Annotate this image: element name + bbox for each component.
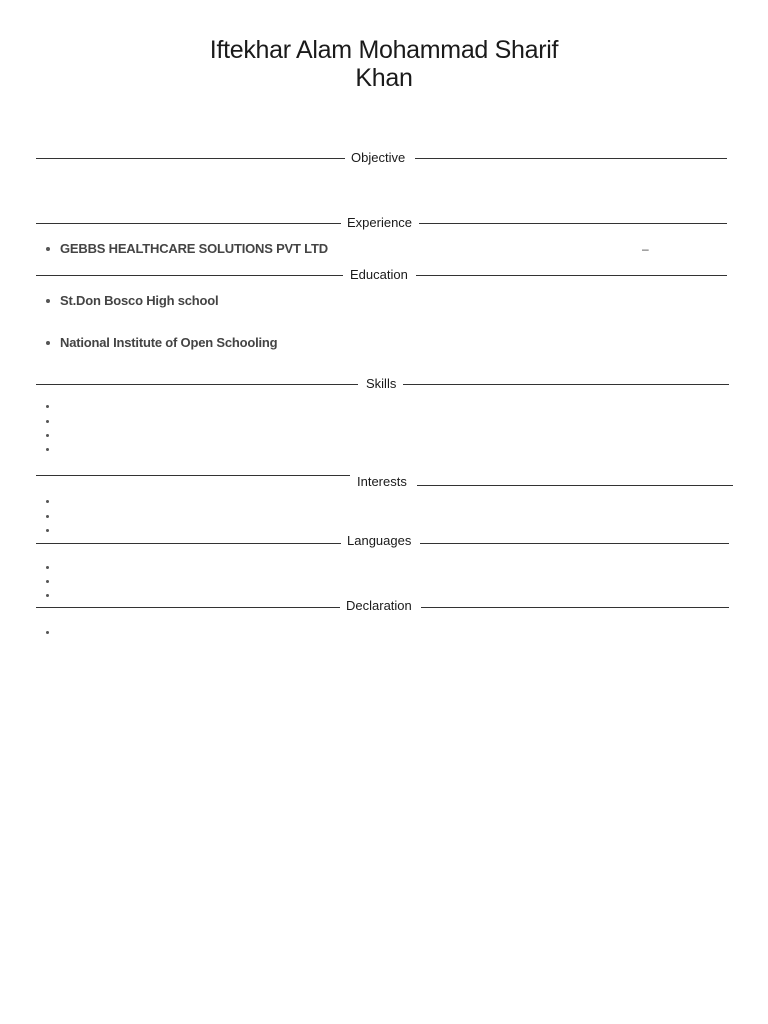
section-education [0,265,768,285]
interest-bullet [46,515,49,518]
skill-bullet [46,448,49,451]
section-heading-experience: Experience [347,215,413,230]
education-school: National Institute of Open Schooling [60,335,278,350]
section-languages [0,531,768,551]
skill-bullet [46,420,49,423]
section-heading-declaration: Declaration [346,598,412,613]
divider [36,384,358,385]
section-experience [0,213,768,233]
bullet [46,247,50,251]
experience-dates: – [642,242,649,256]
resume-name-line-1: Iftekhar Alam Mohammad Sharif [209,36,559,64]
declaration-bullet [46,631,49,634]
skill-bullet [46,434,49,437]
section-declaration [0,596,768,616]
bullet [46,299,50,303]
education-school: St.Don Bosco High school [60,293,219,308]
skill-bullet [46,405,49,408]
divider [36,158,345,159]
resume-name [0,36,768,92]
section-interests [0,472,768,492]
divider [36,607,340,608]
divider [417,485,733,486]
section-heading-languages: Languages [347,533,412,548]
divider [416,275,727,276]
bullet [46,341,50,345]
section-heading-objective: Objective [351,150,406,165]
section-heading-education: Education [350,267,408,282]
language-bullet [46,580,49,583]
section-heading-skills: Skills [366,376,397,391]
section-heading-interests: Interests [357,474,407,489]
divider [36,543,341,544]
divider [419,223,727,224]
interest-bullet [46,500,49,503]
divider [421,607,729,608]
language-bullet [46,566,49,569]
section-objective [0,148,768,168]
divider [403,384,729,385]
divider [420,543,729,544]
divider [36,223,341,224]
section-skills [0,374,768,394]
experience-company: GEBBS HEALTHCARE SOLUTIONS PVT LTD [60,241,328,256]
divider [415,158,727,159]
resume-name-line-2: Khan [355,64,413,92]
divider [36,275,343,276]
